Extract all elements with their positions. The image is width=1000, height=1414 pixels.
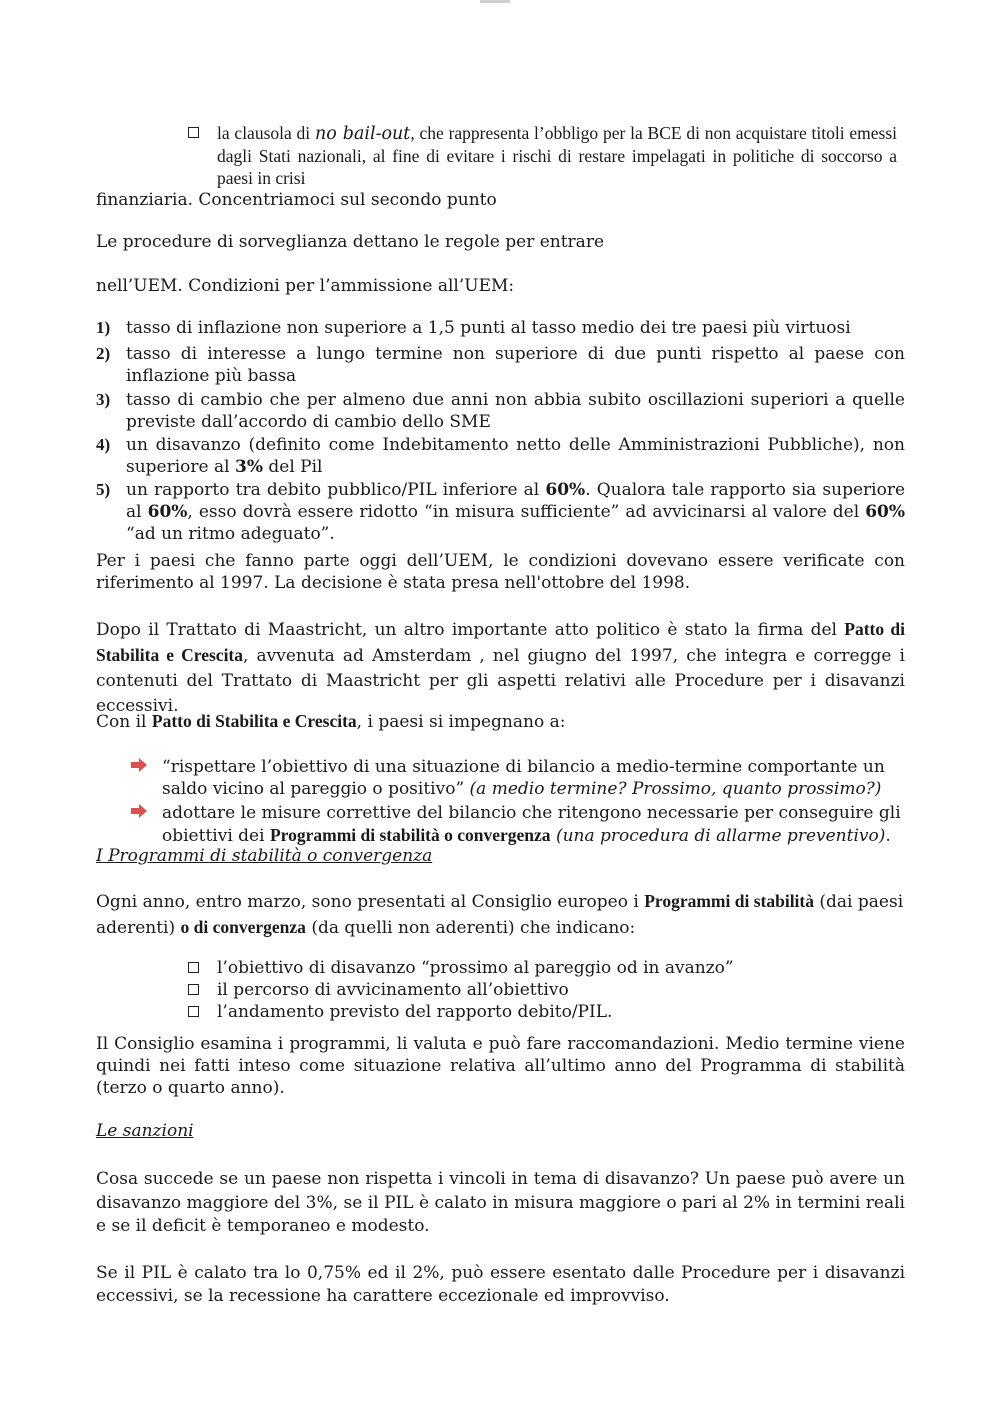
heading-programmi: I Programmi di stabilità o convergenza (96, 846, 433, 866)
arrow-right-icon (131, 804, 147, 818)
condition-number: 4) (96, 435, 111, 454)
indication-text: il percorso di avvicinamento all’obiettivo (217, 980, 569, 1000)
indication-text: l’obiettivo di disavanzo “prossimo al pareggio od in avanzo” (217, 958, 734, 978)
arrow-right-icon (131, 758, 147, 772)
paragraph-ogni: Ogni anno, entro marzo, sono presentati al Consiglio europeo i Programmi di stabilità (dai paesi aderenti) o di convergenza (da quelli non aderenti) che indicano: (96, 891, 904, 938)
commitment-text: “rispettare l’obiettivo di una situazione di bilancio a medio-termine comportante un saldo vicino al pareggio o positivo” (a medio termine? Prossimo, quanto prossimo?) (162, 757, 885, 799)
condition-number: 2) (96, 344, 111, 363)
paragraph-paesi: Per i paesi che fanno parte oggi dell’UEM, le condizioni dovevano essere verificate con riferimento al 1997. La decisione è stata presa nell'ottobre del 1998. (96, 551, 905, 593)
paragraph-se: Se il PIL è calato tra lo 0,75% ed il 2%, può essere esentato dalle Procedure per i disavanzi eccessivi, se la recessione ha carattere eccezionale ed improvviso. (96, 1263, 905, 1306)
paragraph-con: Con il Patto di Stabilita e Crescita, i paesi si impegnano a: (96, 711, 566, 732)
condition-text: tasso di interesse a lungo termine non superiore di due punti rispetto al paese con inflazione più bassa (126, 344, 905, 386)
condition-text: un rapporto tra debito pubblico/PIL inferiore al 60%. Qualora tale rapporto sia superiore al 60%, esso dovrà essere ridotto “in misura sufficiente” ad avvicinarsi al valore del 60% “ad un ritmo adeguato”. (126, 480, 906, 544)
condition-number: 1) (96, 318, 111, 337)
paragraph-procedure: Le procedure di sorveglianza dettano le regole per entrare (96, 232, 605, 252)
paragraph-dopo: Dopo il Trattato di Maastricht, un altro importante atto politico è stato la firma del Patto di Stabilita e Crescita, avvenuta ad Amsterdam , nel giugno del 1997, che integra e corregge i contenuti del Trattato di Maastricht per gli aspetti relativi alle Procedure per i disavanzi eccessivi. (96, 619, 905, 716)
indication-text: l’andamento previsto del rapporto debito/PIL. (217, 1002, 613, 1022)
commitment-text: adottare le misure correttive del bilancio che ritengono necessarie per conseguire gli obiettivi dei Programmi di stabilità o convergenza (una procedura di allarme preventivo). (162, 803, 901, 846)
condition-text: tasso di cambio che per almeno due anni non abbia subito oscillazioni superiori a quelle previste dall’accordo di cambio dello SME (126, 390, 905, 432)
paragraph-condizioni: nell’UEM. Condizioni per l’ammissione all’UEM: (96, 276, 515, 296)
heading-sanzioni: Le sanzioni (96, 1121, 194, 1141)
condition-number: 5) (96, 480, 111, 499)
checkbox-icon (188, 962, 199, 973)
checkbox-icon (188, 984, 199, 995)
no-bailout-text: la clausola di no bail-out, che rappresenta l’obbligo per la BCE di non acquistare titoli emessi dagli Stati nazionali, al fine di evitare i rischi di restare impelagati in politiche di soccorso a paesi in crisi (217, 123, 897, 188)
header-mark (480, 0, 510, 3)
checkbox-icon (188, 127, 199, 138)
paragraph-cosa: Cosa succede se un paese non rispetta i vincoli in tema di disavanzo? Un paese può avere un disavanzo maggiore del 3%, se il PIL è calato in misura maggiore o pari al 2% in termini reali e se il deficit è temporaneo e modesto. (96, 1169, 905, 1236)
condition-text: un disavanzo (definito come Indebitamento netto delle Amministrazioni Pubbliche), non superiore al 3% del Pil (126, 435, 905, 477)
condition-text: tasso di inflazione non superiore a 1,5 punti al tasso medio dei tre paesi più virtuosi (126, 318, 851, 338)
condition-number: 3) (96, 390, 111, 409)
checkbox-icon (188, 1006, 199, 1017)
paragraph-finanziaria: finanziaria. Concentriamoci sul secondo punto (96, 190, 497, 210)
paragraph-consiglio: Il Consiglio esamina i programmi, li valuta e può fare raccomandazioni. Medio termine viene quindi nei fatti inteso come situazione relativa all’ultimo anno del Programma di stabilità (terzo o quarto anno). (96, 1034, 905, 1098)
